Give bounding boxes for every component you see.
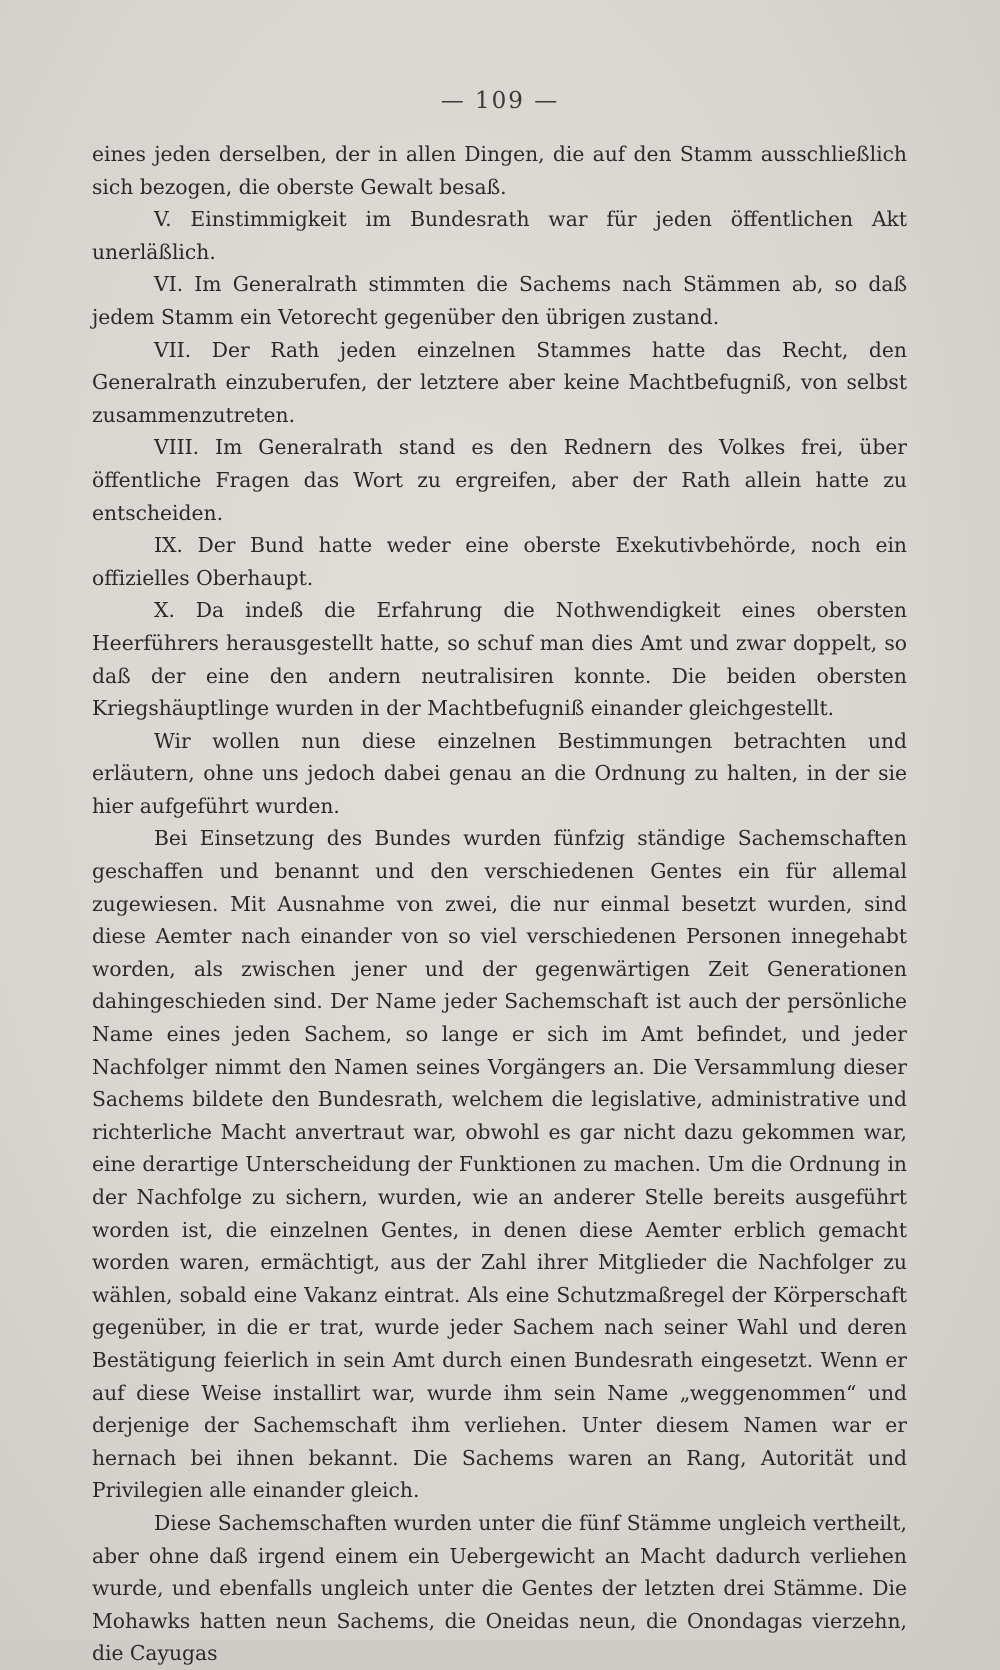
body-text [92, 138, 907, 1670]
paragraph: Bei Einsetzung des Bundes wurden fünfzig ständige Sachemschaften geschaffen und benannt und den verschiedenen Gentes ein für allemal zugewiesen. Mit Ausnahme von zwei, die nur einmal besetzt wurden, sind diese Aemter nach einander von so viel verschiedenen Personen innegehabt worden, als zwischen jener und der gegenwärtigen Zeit Generationen dahingeschieden sind. Der Name jeder Sachemschaft ist auch der persönliche Name eines jeden Sachem, so lange er sich im Amt befindet, und jeder Nachfolger nimmt den Namen seines Vorgängers an. Die Versammlung dieser Sachems bildete den Bundesrath, welchem die legislative, administrative und richterliche Macht anvertraut war, obwohl es gar nicht dazu gekommen war, eine derartige Unterscheidung der Funktionen zu machen. Um die Ordnung in der Nachfolge zu sichern, wurden, wie an anderer Stelle bereits ausgeführt worden ist, die einzelnen Gentes, in denen diese Aemter erblich gemacht worden waren, ermächtigt, aus der Zahl ihrer Mitglieder die Nachfolger zu wählen, sobald eine Vakanz eintrat. Als eine Schutzmaßregel der Körperschaft gegenüber, in die er trat, wurde jeder Sachem nach seiner Wahl und deren Bestätigung feierlich in sein Amt durch einen Bundesrath eingesetzt. Wenn er auf diese Weise installirt war, wurde ihm sein Name „weggenommen“ und derjenige der Sachemschaft ihm verliehen. Unter diesem Namen war er hernach bei ihnen bekannt. Die Sachems waren an Rang, Autorität und Privilegien alle einander gleich. [92, 826, 907, 1503]
paragraph: VI. Im Generalrath stimmten die Sachems nach Stämmen ab, so daß jedem Stamm ein Vetorecht gegenüber den übrigen zustand. [92, 272, 907, 329]
paragraph: eines jeden derselben, der in allen Dingen, die auf den Stamm ausschließlich sich bezogen, die oberste Gewalt besaß. [92, 142, 907, 199]
paragraph: VII. Der Rath jeden einzelnen Stammes hatte das Recht, den Generalrath einzuberufen, der letztere aber keine Machtbefugniß, von selbst zusammenzutreten. [92, 337, 907, 427]
paragraph: VIII. Im Generalrath stand es den Rednern des Volkes frei, über öffentliche Fragen das Wort zu ergreifen, aber der Rath allein hatte zu entscheiden. [92, 435, 907, 525]
paragraph: Wir wollen nun diese einzelnen Bestimmungen betrachten und erläutern, ohne uns jedoch dabei genau an die Ordnung zu halten, in der sie hier aufgeführt wurden. [92, 728, 907, 818]
paragraph: V. Einstimmigkeit im Bundesrath war für jeden öffentlichen Akt unerläßlich. [92, 207, 907, 264]
paragraph: Diese Sachemschaften wurden unter die fünf Stämme ungleich vertheilt, aber ohne daß irgend einem ein Uebergewicht an Macht dadurch verliehen wurde, und ebenfalls ungleich unter die Gentes der letzten drei Stämme. Die Mohawks hatten neun Sachems, die Oneidas neun, die Onondagas vierzehn, die Cayugas [92, 1510, 907, 1666]
paragraph: IX. Der Bund hatte weder eine oberste Exekutivbehörde, noch ein offizielles Oberhaupt. [92, 533, 907, 590]
page-number: — 109 — [440, 88, 560, 114]
paragraph: X. Da indeß die Erfahrung die Nothwendigkeit eines obersten Heerführers herausgestellt hatte, so schuf man dies Amt und zwar doppelt, so daß der eine den andern neutralisiren konnte. Die beiden obersten Kriegshäuptlinge wurden in der Machtbefugniß einander gleichgestellt. [92, 598, 907, 721]
